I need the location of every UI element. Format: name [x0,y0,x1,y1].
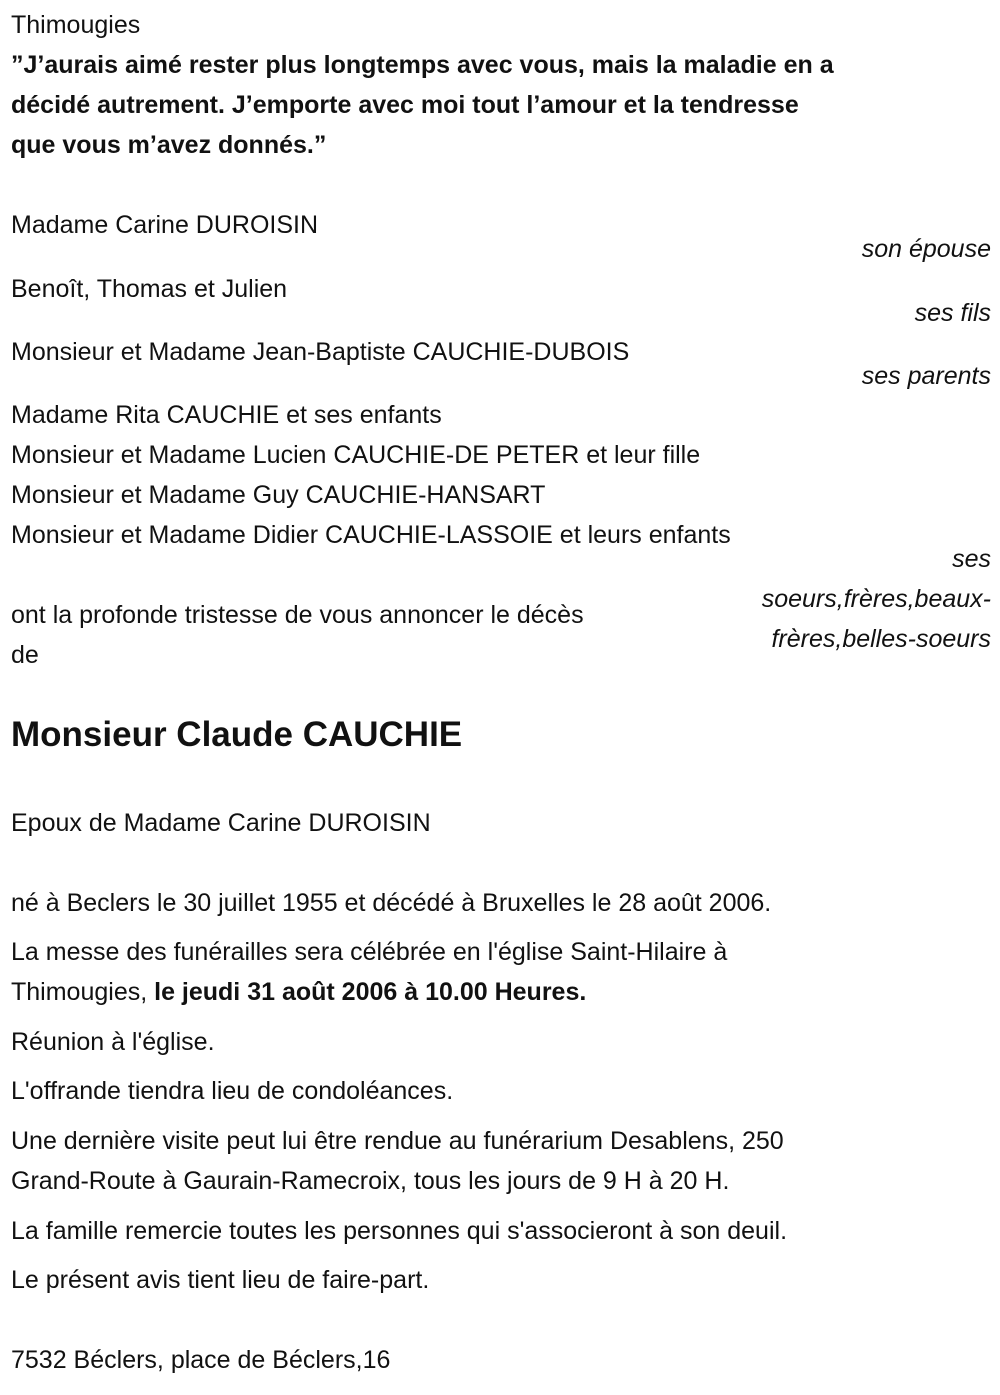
address: 7532 Béclers, place de Béclers,16 [11,1346,391,1374]
sibling: Monsieur et Madame Lucien CAUCHIE-DE PETER et leur fille [11,441,701,469]
visit-info: Grand-Route à Gaurain-Ramecroix, tous les jours de 9 H à 20 H. [11,1167,730,1195]
family-name: Benoît, Thomas et Julien [11,275,288,303]
mass-place: Thimougies, [11,978,155,1006]
siblings-relation: ses [952,545,991,573]
announcement: ont la profonde tristesse de vous annoncer le décès [11,601,584,629]
deceased-name: Monsieur Claude CAUCHIE [11,715,463,754]
family-name: Madame Carine DUROISIN [11,211,319,239]
sibling: Monsieur et Madame Didier CAUCHIE-LASSOIE et leurs enfants [11,521,731,549]
quote-line: décidé autrement. J’emporte avec moi tout l’amour et la tendresse [11,91,799,119]
reunion: Réunion à l'église. [11,1028,215,1056]
sibling: Madame Rita CAUCHIE et ses enfants [11,401,442,429]
offering: L'offrande tiendra lieu de condoléances. [11,1077,454,1105]
mass-info [11,972,586,1012]
quote-line: que vous m’avez donnés.” [11,131,327,159]
quote-line: ”J’aurais aimé rester plus longtemps avec vous, mais la maladie en a [11,51,834,79]
family-name: Monsieur et Madame Jean-Baptiste CAUCHIE-DUBOIS [11,338,630,366]
location: Thimougies [11,11,141,39]
family-relation: ses fils [914,299,991,327]
mass-info: La messe des funérailles sera célébrée en l'église Saint-Hilaire à [11,938,728,966]
mass-date: le jeudi 31 août 2006 à 10.00 Heures. [154,978,587,1006]
visit-info: Une dernière visite peut lui être rendue au funérarium Desablens, 250 [11,1127,784,1155]
family-relation: ses parents [861,362,991,390]
sibling: Monsieur et Madame Guy CAUCHIE-HANSART [11,481,546,509]
siblings-relation: frères,belles-soeurs [771,625,991,653]
family-relation: son épouse [861,235,991,263]
thanks: La famille remercie toutes les personnes qui s'associeront à son deuil. [11,1217,788,1245]
announcement: de [11,641,39,669]
siblings-relation: soeurs,frères,beaux- [761,585,991,613]
birth-death: né à Beclers le 30 juillet 1955 et décédé à Bruxelles le 28 août 2006. [11,889,772,917]
spouse-of: Epoux de Madame Carine DUROISIN [11,809,431,837]
notice: Le présent avis tient lieu de faire-part. [11,1266,430,1294]
